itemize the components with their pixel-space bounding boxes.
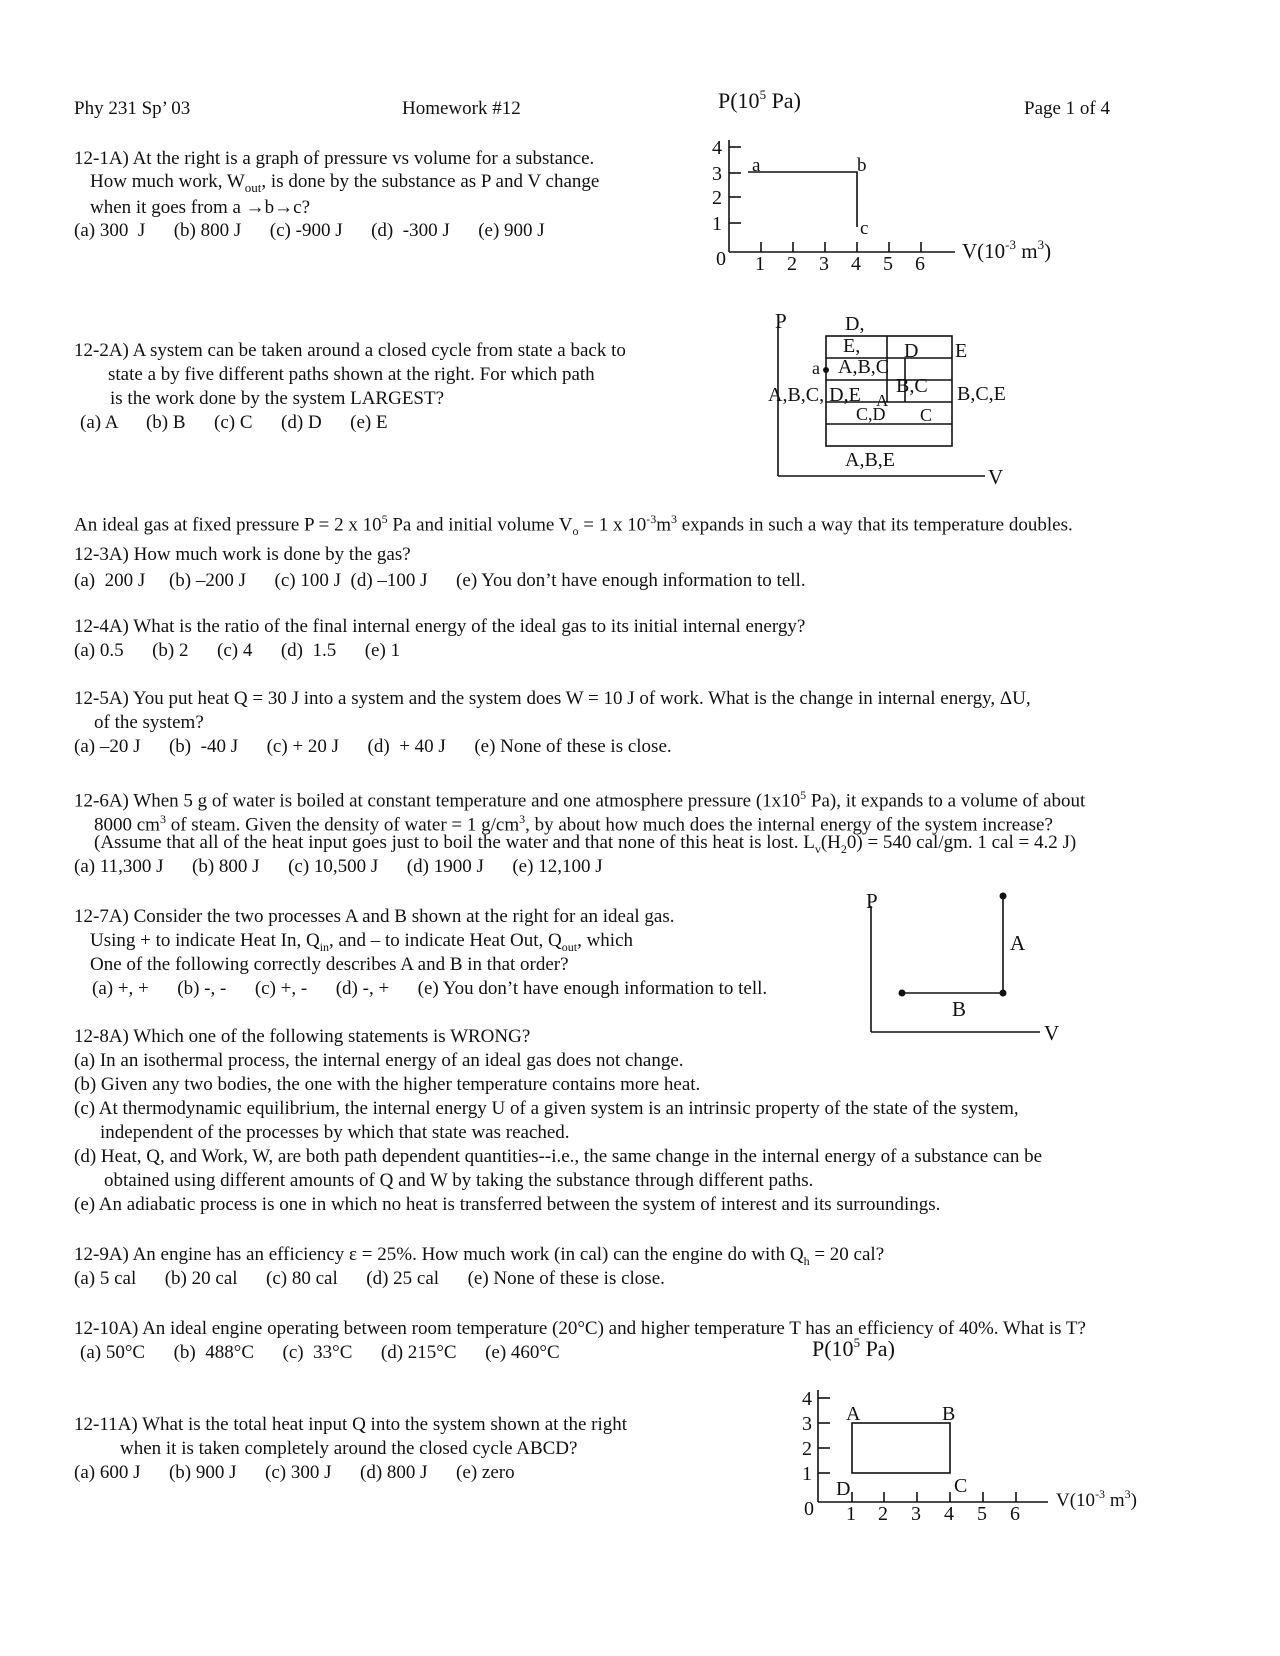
course-label: Phy 231 Sp’ 03: [74, 98, 191, 119]
graph-2-label-c: C: [920, 405, 933, 425]
graph-3-state-corner: [1000, 990, 1007, 997]
problem-5-choices: (a) –20 J (b) -40 J (c) + 20 J (d) + 40 J (e) None of these is close.: [74, 736, 672, 757]
graph-1-x-tick-label: 1: [755, 253, 765, 275]
problem-8-option-d-line-1: (d) Heat, Q, and Work, W, are both path dependent quantities--i.e., the same change in the internal energy of a substance can be: [74, 1146, 1043, 1167]
problem-5-line-1: 12-5A) You put heat Q = 30 J into a system and the system does W = 10 J of work. What is the change in internal energy, ΔU,: [74, 688, 1031, 709]
graph-4-x-tick-label: 5: [977, 1503, 987, 1525]
graph-1-y-tick-label: 2: [712, 187, 722, 209]
graph-1-y-label: $P(10^5$ Pa): [718, 87, 801, 113]
graph-4-origin-label: 0: [804, 1498, 814, 1520]
graph-1-origin-label: 0: [716, 248, 726, 270]
graph-2-label-bc: B,C: [896, 375, 928, 397]
problem-2-choices: (a) A (b) B (c) C (d) D (e) E: [80, 412, 388, 433]
graph-2-label-abc: A,B,C: [838, 356, 890, 378]
problem-3-question: 12-3A) How much work is done by the gas?: [74, 544, 411, 565]
graph-4-y-tick-label: 1: [802, 1463, 812, 1485]
graph-1-point-b: b: [857, 155, 867, 176]
graph-1-x-label: $V(10^{-3}$ $m^3$): [962, 237, 1052, 263]
graph-3-label-a: A: [1010, 931, 1026, 955]
graph-2-label-e-right: E: [955, 340, 968, 362]
graph-1-x-tick-label: 3: [819, 253, 829, 275]
problem-11-line-2: when it is taken completely around the closed cycle ABCD?: [120, 1438, 578, 1459]
graph-1-y-tick-label: 4: [712, 137, 722, 159]
graph-3-state-start: [899, 990, 906, 997]
graph-2-label-left: A,B,C, D,E: [768, 384, 861, 406]
graph-2-paths: [768, 309, 1006, 489]
graph-4-y-tick-label: 3: [802, 1413, 812, 1435]
problem-4-question: 12-4A) What is the ratio of the final internal energy of the ideal gas to its initial internal energy?: [74, 616, 806, 637]
problem-1-line-1: 12-1A) At the right is a graph of pressure vs volume for a substance.: [74, 148, 595, 169]
graph-4-y-tick-label: 4: [802, 1388, 812, 1410]
gas-intro: An ideal gas at fixed pressure P = 2 x $10^5$ Pa and initial volume $V_o = 1$ x $10^{-3}m^3$ expands in such a way that its temperature doubles.: [74, 512, 1073, 539]
problem-9-choices: (a) 5 cal (b) 20 cal (c) 80 cal (d) 25 cal (e) None of these is close.: [74, 1268, 665, 1289]
problem-10-choices: (a) 50°C (b) 488°C (c) 33°C (d) 215°C (e) 460°C: [80, 1342, 560, 1363]
graph-4-x-tick-label: 2: [878, 1503, 888, 1525]
graph-1-point-c: c: [860, 218, 869, 239]
graph-4-point-b: B: [942, 1403, 956, 1425]
graph-1-x-tick-label: 5: [883, 253, 893, 275]
graph-1-pv: [712, 87, 1051, 275]
problem-7-line-2: Using + to indicate Heat In, $Q_{in}$, and – to indicate Heat Out, $Q_{out}$, which: [90, 930, 634, 954]
problem-6-choices: (a) 11,300 J (b) 800 J (c) 10,500 J (d) 1900 J (e) 12,100 J: [74, 856, 603, 877]
graph-2-label-top: D,: [845, 313, 865, 335]
problem-9-question: 12-9A) An engine has an efficiency ε = 25%. How much work (in cal) can the engine do with $Q_h = 20$ cal?: [74, 1244, 885, 1268]
problem-8-option-c-line-2: independent of the processes by which that state was reached.: [100, 1122, 570, 1143]
problem-8-option-e: (e) An adiabatic process is one in which no heat is transferred between the system of interest and its surroundings.: [74, 1194, 941, 1215]
problem-7-line-3: One of the following correctly describes A and B in that order?: [90, 954, 569, 975]
graph-4-point-c: C: [954, 1475, 968, 1497]
graph-2-label-abe: A,B,E: [845, 449, 895, 471]
graph-2-label-a: a: [812, 358, 820, 378]
graph-3-p-label: P: [866, 889, 878, 913]
graph-2-v-label: V: [988, 465, 1004, 489]
problem-2-line-2: state a by five different paths shown at the right. For which path: [108, 364, 595, 385]
graph-2-state-a: [823, 367, 829, 373]
problem-2-line-3: is the work done by the system LARGEST?: [110, 388, 445, 409]
homework-title: Homework #12: [402, 98, 521, 119]
problem-8-question: 12-8A) Which one of the following statements is WRONG?: [74, 1026, 531, 1047]
problem-7-choices: (a) +, + (b) -, - (c) +, - (d) -, + (e) You don’t have enough information to tell.: [92, 978, 768, 999]
graph-3-state-end: [1000, 893, 1007, 900]
graph-4-cycle: [802, 1335, 1137, 1525]
graph-4-x-tick-label: 6: [1010, 1503, 1020, 1525]
graph-2-label-e: E,: [843, 335, 861, 357]
graph-4-x-tick-label: 1: [846, 1503, 856, 1525]
graph-3-v-label: V: [1044, 1021, 1060, 1045]
graph-2-p-label: P: [775, 309, 787, 333]
graph-1-x-tick-label: 6: [915, 253, 925, 275]
graph-1-x-tick-label: 2: [787, 253, 797, 275]
problem-6-line-3: (Assume that all of the heat input goes just to boil the water and that none of this heat is lost. $L_v(H_20) = 540$ cal/gm. 1 cal = 4.2 J): [94, 832, 1077, 856]
graph-4-x-tick-label: 4: [944, 1503, 954, 1525]
graph-2-label-d: D: [904, 340, 919, 362]
problem-7-line-1: 12-7A) Consider the two processes A and B shown at the right for an ideal gas.: [74, 906, 675, 927]
problem-2-line-1: 12-2A) A system can be taken around a closed cycle from state a back to: [74, 340, 626, 361]
graph-2-label-cd: C,D: [856, 404, 886, 424]
graph-4-cycle-path: [852, 1423, 950, 1473]
problem-11-choices: (a) 600 J (b) 900 J (c) 300 J (d) 800 J (e) zero: [74, 1462, 515, 1483]
problem-1-choices: (a) 300 J (b) 800 J (c) -900 J (d) -300 J (e) 900 J: [74, 220, 545, 241]
graph-4-point-a: A: [846, 1403, 861, 1425]
graph-1-y-tick-label: 1: [712, 213, 722, 235]
problem-8-option-b: (b) Given any two bodies, the one with the higher temperature contains more heat.: [74, 1074, 701, 1095]
graph-4-y-label: $P(10^5$ Pa): [812, 1335, 895, 1361]
problem-8-option-a: (a) In an isothermal process, the internal energy of an ideal gas does not change.: [74, 1050, 684, 1071]
graph-4-x-label: $V(10^{-3}$ $m^3$): [1056, 1487, 1137, 1511]
graph-3-label-b: B: [952, 997, 967, 1021]
graph-4-point-d: D: [836, 1478, 851, 1500]
graph-2-label-a-small: A: [876, 391, 889, 410]
graph-1-process-path: [748, 172, 857, 227]
problem-11-line-1: 12-11A) What is the total heat input Q into the system shown at the right: [74, 1414, 628, 1435]
problem-1-line-2: How much work, $W_{out}$, is done by the substance as P and V change: [90, 171, 600, 195]
graph-3-process-path: [902, 896, 1003, 993]
problem-4-choices: (a) 0.5 (b) 2 (c) 4 (d) 1.5 (e) 1: [74, 640, 401, 661]
graph-3-processes: [866, 889, 1059, 1045]
graph-1-point-a: a: [752, 155, 761, 176]
problem-10-question: 12-10A) An ideal engine operating between room temperature (20°C) and higher temperature T has an efficiency of 40%. What is T?: [74, 1318, 1086, 1339]
graph-4-x-tick-label: 3: [911, 1503, 921, 1525]
page-number: Page 1 of 4: [1024, 98, 1111, 119]
problem-6-line-2: 8000 $cm^3$ of steam. Given the density of water = 1 $g/cm^3$, by about how much does the internal energy of the system increase?: [94, 812, 1053, 836]
problem-8-option-c-line-1: (c) At thermodynamic equilibrium, the internal energy U of a given system is an intrinsic property of the state of the system,: [74, 1098, 1019, 1119]
graph-1-x-tick-label: 4: [851, 253, 861, 275]
problem-3-choices: (a) 200 J (b) –200 J (c) 100 J (d) –100 J (e) You don’t have enough information to tell.: [74, 570, 806, 591]
graph-2-label-bce: B,C,E: [957, 383, 1006, 405]
problem-8-option-d-line-2: obtained using different amounts of Q and W by taking the substance through different paths.: [104, 1170, 814, 1191]
problem-1-line-3: when it goes from a →b→c?: [90, 197, 311, 218]
graph-1-y-tick-label: 3: [712, 163, 722, 185]
problem-5-line-2: of the system?: [94, 712, 204, 733]
graph-4-y-tick-label: 2: [802, 1438, 812, 1460]
problem-6-line-1: 12-6A) When 5 g of water is boiled at constant temperature and one atmosphere pressure ($1x10^5$ Pa), it expands to a volume of about: [74, 788, 1086, 812]
